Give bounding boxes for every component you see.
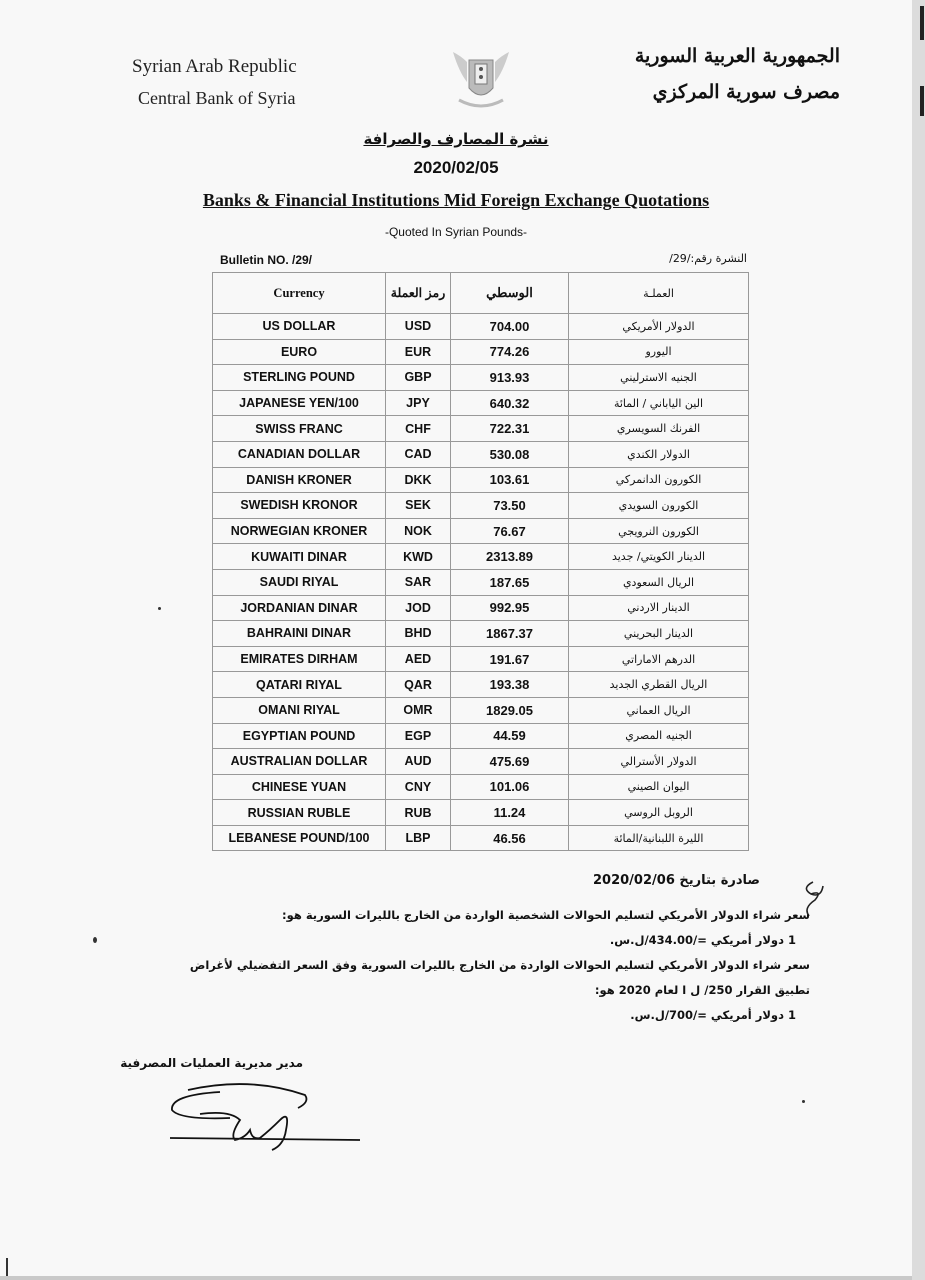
table-row <box>213 774 749 800</box>
table-row <box>213 365 749 391</box>
scan-speck <box>802 1100 805 1103</box>
note-paragraph-2: سعر شراء الدولار الأمريكي لتسليم الحوالات الواردة من الخارج بالليرات السورية وفق السعر التفضيلي لأغراض <box>189 958 810 972</box>
currency-name-ar: الليرة اللبنانية/المائة <box>569 825 749 851</box>
currency-code: JOD <box>386 595 451 621</box>
table-row <box>213 646 749 672</box>
mid-rate: 913.93 <box>451 365 569 391</box>
signatory-title: مدير مديرية العمليات المصرفية <box>120 1056 303 1070</box>
note-rate-1: 1 دولار أمريكي =/434.00/ل.س. <box>609 933 796 947</box>
currency-name-ar: الريال القطري الجديد <box>569 672 749 698</box>
currency-code: JPY <box>386 390 451 416</box>
currency-name: EURO <box>213 339 386 365</box>
header-ar-republic: الجمهورية العربية السورية <box>634 45 840 67</box>
mid-rate: 191.67 <box>451 646 569 672</box>
currency-name: STERLING POUND <box>213 365 386 391</box>
issued-date: صادرة بتاريخ 2020/02/06 <box>593 873 760 888</box>
scan-speck <box>158 607 161 610</box>
currency-code: EGP <box>386 723 451 749</box>
scan-speck <box>6 1258 8 1276</box>
header-code: رمز العملة <box>386 273 451 314</box>
currency-name-ar: الدولار الأسترالي <box>569 749 749 775</box>
currency-name: SWISS FRANC <box>213 416 386 442</box>
currency-name-ar: الكورون النرويجي <box>569 518 749 544</box>
currency-name-ar: الكورون الدانمركي <box>569 467 749 493</box>
currency-code: BHD <box>386 621 451 647</box>
table-row <box>213 595 749 621</box>
currency-code: RUB <box>386 800 451 826</box>
header-ar-bank: مصرف سورية المركزي <box>652 81 840 103</box>
currency-code: CHF <box>386 416 451 442</box>
currency-code: DKK <box>386 467 451 493</box>
mid-rate: 73.50 <box>451 493 569 519</box>
mid-rate: 1867.37 <box>451 621 569 647</box>
mid-rate: 76.67 <box>451 518 569 544</box>
mid-rate: 640.32 <box>451 390 569 416</box>
currency-code: USD <box>386 314 451 340</box>
table-row <box>213 518 749 544</box>
table-row <box>213 493 749 519</box>
bulletin-number-en: Bulletin NO. /29/ <box>220 253 313 267</box>
currency-name-ar: الدينار الاردني <box>569 595 749 621</box>
currency-code: SAR <box>386 569 451 595</box>
mid-rate: 530.08 <box>451 441 569 467</box>
currency-name: EGYPTIAN POUND <box>213 723 386 749</box>
mid-rate: 46.56 <box>451 825 569 851</box>
header-en-republic: Syrian Arab Republic <box>132 56 297 77</box>
currency-code: AUD <box>386 749 451 775</box>
table-row <box>213 697 749 723</box>
currency-name-ar: الفرنك السويسري <box>569 416 749 442</box>
mid-rate: 103.61 <box>451 467 569 493</box>
table-row <box>213 672 749 698</box>
currency-name: CANADIAN DOLLAR <box>213 441 386 467</box>
currency-code: CAD <box>386 441 451 467</box>
currency-name-ar: الجنيه الاسترليني <box>569 365 749 391</box>
currency-code: KWD <box>386 544 451 570</box>
bulletin-date: 2020/02/05 <box>413 158 499 177</box>
mid-rate: 101.06 <box>451 774 569 800</box>
currency-name-ar: الكورون السويدي <box>569 493 749 519</box>
scan-edge-mark <box>920 86 924 116</box>
mid-rate: 2313.89 <box>451 544 569 570</box>
table-header-row <box>213 273 749 314</box>
header-mid: الوسطي <box>451 273 569 314</box>
table-row <box>213 544 749 570</box>
currency-code: LBP <box>386 825 451 851</box>
mid-rate: 475.69 <box>451 749 569 775</box>
mid-rate: 193.38 <box>451 672 569 698</box>
currency-name-ar: الدولار الأمريكي <box>569 314 749 340</box>
scan-speck <box>93 937 97 943</box>
title-arabic-text: نشرة المصارف والصرافة <box>363 130 549 148</box>
table-row <box>213 314 749 340</box>
table-row <box>213 441 749 467</box>
currency-code: EUR <box>386 339 451 365</box>
note-rate-2: 1 دولار أمريكي =/700/ل.س. <box>630 1008 796 1022</box>
currency-name: AUSTRALIAN DOLLAR <box>213 749 386 775</box>
table-row <box>213 749 749 775</box>
table-row <box>213 416 749 442</box>
title-english: Banks & Financial Institutions Mid Foreign Exchange Quotations <box>202 190 710 210</box>
currency-name: SAUDI RIYAL <box>213 569 386 595</box>
currency-name: CHINESE YUAN <box>213 774 386 800</box>
title-arabic <box>0 128 912 150</box>
note-paragraph-2b: تطبيق القرار 250/ ل ا لعام 2020 هو: <box>594 983 810 997</box>
currency-name-ar: الدرهم الاماراتي <box>569 646 749 672</box>
syrian-eagle-emblem-icon <box>445 42 517 114</box>
scan-edge-mark <box>920 6 924 40</box>
currency-code: QAR <box>386 672 451 698</box>
currency-name-ar: الروبل الروسي <box>569 800 749 826</box>
table-row <box>213 467 749 493</box>
handwritten-signature <box>160 1080 420 1160</box>
currency-code: SEK <box>386 493 451 519</box>
currency-code: AED <box>386 646 451 672</box>
table-row <box>213 390 749 416</box>
mid-rate: 187.65 <box>451 569 569 595</box>
currency-name: JORDANIAN DINAR <box>213 595 386 621</box>
currency-name: RUSSIAN RUBLE <box>213 800 386 826</box>
currency-name-ar: اليوان الصيني <box>569 774 749 800</box>
mid-rate: 704.00 <box>451 314 569 340</box>
header-currency-ar: العملـة <box>569 273 749 314</box>
currency-name: QATARI RIYAL <box>213 672 386 698</box>
currency-name: DANISH KRONER <box>213 467 386 493</box>
currency-name: EMIRATES DIRHAM <box>213 646 386 672</box>
header-en-bank: Central Bank of Syria <box>138 88 296 108</box>
currency-name-ar: اليورو <box>569 339 749 365</box>
mid-rate: 722.31 <box>451 416 569 442</box>
currency-name-ar: الدينار الكويتي/ جديد <box>569 544 749 570</box>
scan-edge <box>912 0 925 1280</box>
currency-name: KUWAITI DINAR <box>213 544 386 570</box>
exchange-rates-table <box>212 272 749 851</box>
currency-name: US DOLLAR <box>213 314 386 340</box>
currency-name-ar: الجنيه المصري <box>569 723 749 749</box>
table-row <box>213 825 749 851</box>
currency-name-ar: الريال العماني <box>569 697 749 723</box>
currency-name: NORWEGIAN KRONER <box>213 518 386 544</box>
currency-code: NOK <box>386 518 451 544</box>
currency-code: OMR <box>386 697 451 723</box>
currency-name-ar: الريال السعودي <box>569 569 749 595</box>
table-row <box>213 621 749 647</box>
mid-rate: 992.95 <box>451 595 569 621</box>
currency-name: SWEDISH KRONOR <box>213 493 386 519</box>
mid-rate: 1829.05 <box>451 697 569 723</box>
currency-name: JAPANESE YEN/100 <box>213 390 386 416</box>
mid-rate: 44.59 <box>451 723 569 749</box>
mid-rate: 774.26 <box>451 339 569 365</box>
currency-name-ar: الدينار البحريني <box>569 621 749 647</box>
currency-name-ar: الين الياباني / المائة <box>569 390 749 416</box>
table-row <box>213 800 749 826</box>
currency-name-ar: الدولار الكندي <box>569 441 749 467</box>
table-row <box>213 339 749 365</box>
currency-code: GBP <box>386 365 451 391</box>
currency-name: BAHRAINI DINAR <box>213 621 386 647</box>
table-row <box>213 569 749 595</box>
subtitle: -Quoted In Syrian Pounds- <box>384 225 528 239</box>
currency-name: OMANI RIYAL <box>213 697 386 723</box>
bulletin-number-ar: النشرة رقم:/29/ <box>669 252 747 265</box>
currency-code: CNY <box>386 774 451 800</box>
notes-block <box>60 908 810 1033</box>
table-row <box>213 723 749 749</box>
note-paragraph-1: سعر شراء الدولار الأمريكي لتسليم الحوالات الشخصية الواردة من الخارج بالليرات السورية هو: <box>282 908 810 922</box>
currency-name: LEBANESE POUND/100 <box>213 825 386 851</box>
mid-rate: 11.24 <box>451 800 569 826</box>
header-currency: Currency <box>213 273 386 314</box>
